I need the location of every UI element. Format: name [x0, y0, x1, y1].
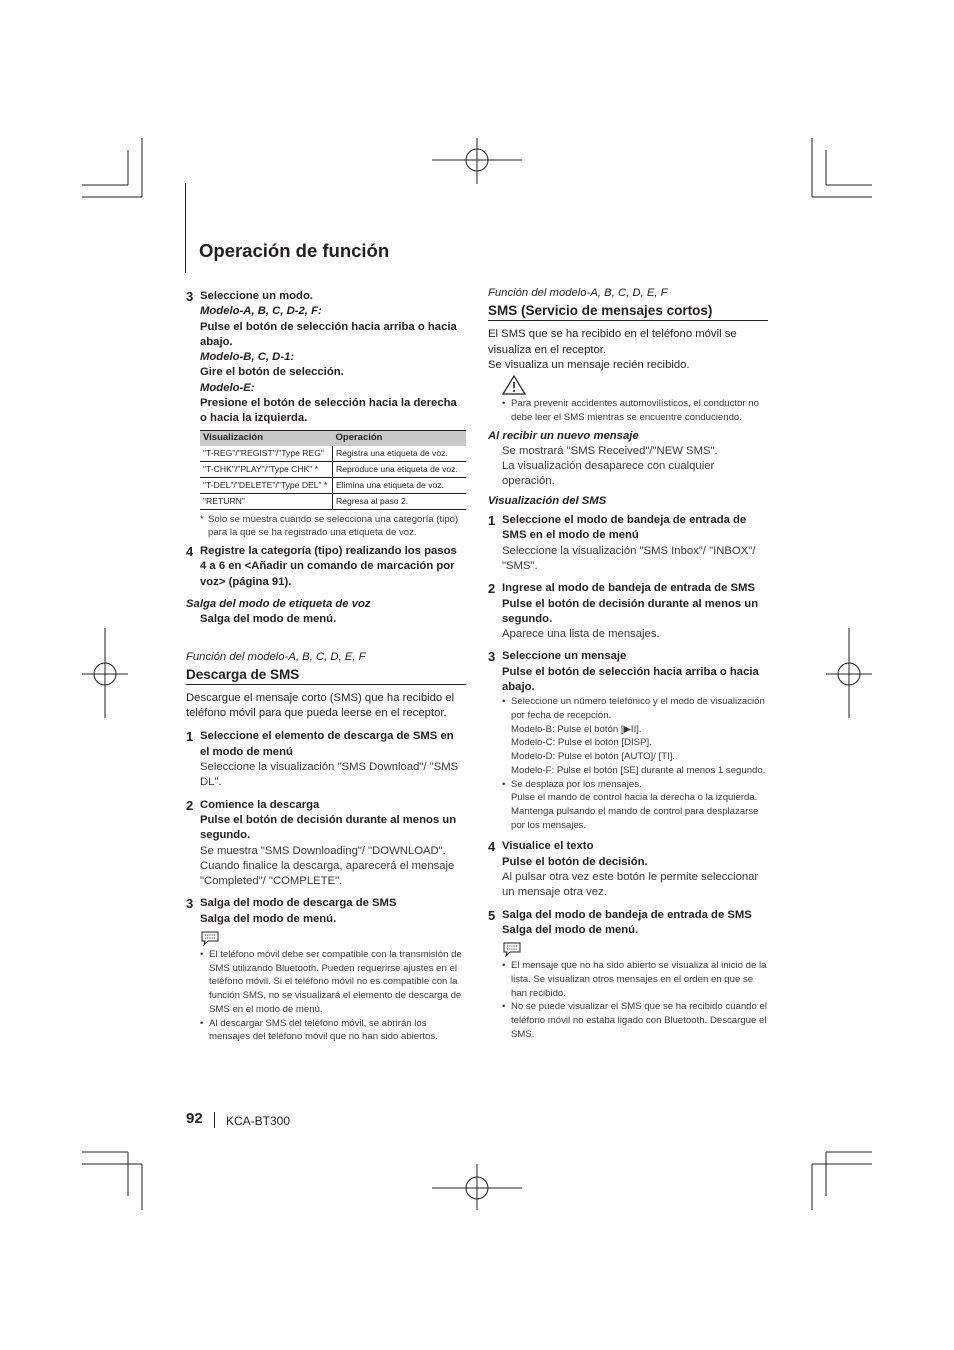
download-step-2: [186, 798, 466, 890]
footnote-text: Solo se muestra cuando se selecciona una categoría (tipo) para la que se ha registrado una etiqueta de voz.: [208, 513, 459, 539]
section-title-sms: SMS (Servicio de mensajes cortos): [488, 302, 768, 321]
table-cell: "T-REG"/"REGIST"/"Type REG": [200, 446, 333, 462]
step-number: 3: [186, 896, 194, 912]
step-text: Aparece una lista de mensajes.: [502, 628, 660, 641]
registration-target-left: [82, 628, 128, 718]
note-speech-bubble-icon: [502, 941, 522, 957]
model-availability: Función del modelo-A, B, C, D, E, F: [186, 650, 366, 663]
title-side-rule: [185, 183, 186, 273]
model-availability: Función del modelo-A, B, C, D, E, F: [488, 287, 668, 299]
left-step-3: [186, 289, 466, 427]
step-heading: Seleccione el elemento de descarga de SMS en el modo de menú: [200, 730, 454, 758]
step-heading: Seleccione un modo.: [200, 290, 313, 302]
table-cell: "T-CHK"/"PLAY"/"Type CHK" *: [200, 461, 333, 477]
step-text: Presione el botón de selección hacia la derecha o hacia la izquierda.: [200, 397, 457, 425]
left-step-4: [186, 544, 466, 590]
section-title-sms-download: Descarga de SMS: [186, 666, 466, 685]
step-number: 1: [488, 513, 496, 529]
step-bold-text: Salga del modo de menú.: [502, 923, 639, 936]
table-cell: "T-DEL"/"DELETE"/"Type DEL" *: [200, 477, 333, 493]
table-row: [200, 477, 466, 493]
step-bold-text: Salga del modo de menú.: [200, 912, 337, 925]
model-label: Modelo-A, B, C, D-2, F:: [200, 305, 322, 318]
model-code: KCA-BT300: [226, 1114, 291, 1128]
table-footnote: [186, 513, 466, 540]
note-item: • Al descargar SMS del teléfono móvil, se abrirán los mensajes del teléfono móvil que no han sido abiertos.: [200, 1017, 466, 1044]
model-button-list: [502, 723, 768, 778]
table-cell: Reproduce una etiqueta de voz.: [333, 461, 467, 477]
model-button-item: Modelo-F: Pulse el botón [SE] durante al menos 1 segundo.: [511, 764, 766, 776]
step-bullet: • Seleccione un número telefónico y el modo de visualización por fecha de recepción.: [502, 695, 768, 722]
step-number: 2: [186, 797, 194, 813]
step-number: 5: [488, 907, 496, 923]
step-number: 4: [488, 839, 496, 855]
note-item: • El mensaje que no ha sido abierto se visualiza al inicio de la lista. Se visualizan otros mensajes en el orden en que se han recibido.: [502, 959, 768, 1000]
footer-divider: [214, 1112, 215, 1128]
subsection-text: Se mostrará "SMS Received"/"NEW SMS".: [502, 444, 718, 457]
step-heading: Registre la categoría (tipo) realizando los pasos 4 a 6 en <Añadir un comando de marcación por voz> (página 91).: [200, 545, 457, 588]
step-bullet: • Se desplaza por los mensajes.: [502, 778, 768, 792]
model-button-item: Modelo-D: Pulse el botón [AUTO]/ [TI].: [511, 751, 676, 763]
step-number: 3: [186, 289, 194, 304]
table-cell: Regresa al paso 2.: [333, 493, 467, 509]
inbox-step-3: [488, 649, 768, 832]
step-number: 4: [186, 544, 194, 560]
warning-triangle-icon: [502, 375, 526, 395]
step-number: 3: [488, 649, 496, 665]
note-item: • No se puede visualizar el SMS que se ha recibido cuando el teléfono móvil no estaba ligado con Bluetooth. Descargue el SMS.: [502, 1000, 768, 1041]
section-intro: El SMS que se ha recibido en el teléfono móvil se visualiza en el receptor.: [488, 328, 737, 356]
section-intro: Descargue el mensaje corto (SMS) que ha recibido el teléfono móvil para que pueda leerse en el receptor.: [186, 691, 455, 720]
step-number: 1: [186, 729, 194, 745]
inbox-step-1: [488, 513, 768, 574]
registration-target-top: [432, 138, 522, 184]
table-row: [200, 446, 466, 462]
subsection-title: Al recibir un nuevo mensaje: [488, 429, 639, 442]
step-bold-text: Pulse el botón de decisión durante al menos un segundo.: [502, 597, 759, 625]
model-label: Modelo-E:: [200, 381, 255, 394]
step-bold-text: Pulse el botón de selección hacia arriba o hacia abajo.: [502, 665, 759, 694]
inbox-step-2: [488, 581, 768, 642]
right-column: [488, 286, 768, 1041]
page-title: Operación de función: [199, 240, 390, 261]
subsection-title: Visualización del SMS: [488, 494, 607, 507]
step-heading: Seleccione el modo de bandeja de entrada de SMS en el modo de menú: [502, 514, 747, 542]
model-button-item: Modelo-C: Pulse el botón [DISP].: [511, 737, 652, 749]
step-bold-text: Pulse el botón de decisión.: [502, 855, 648, 868]
download-step-1: [186, 729, 466, 790]
table-cell: "RETURN": [200, 493, 333, 509]
voice-tag-table: [200, 430, 466, 510]
step-bullet-line: Mantenga pulsando el mando de control para desplazarse por los mensajes.: [511, 805, 759, 831]
step-heading: Visualice el texto: [502, 840, 594, 853]
model-button-item: Modelo-B: Pulse el botón [▶II].: [511, 723, 642, 735]
table-cell: Elimina una etiqueta de voz.: [333, 477, 467, 493]
step-heading: Seleccione un mensaje: [502, 650, 627, 663]
warning-text: • Para prevenir accidentes automovilísticos, el conductor no debe leer el SMS mientras se encuentre conduciendo.: [502, 397, 768, 424]
note-item: • El teléfono móvil debe ser compatible con la transmisión de SMS utilizando Bluetooth. Pueden requerirse ajustes en el teléfono móvil. Si el teléfono móvil no es compatible con la función SMS, no se visualizará el elemento de descarga de SMS en el modo de menú.: [200, 948, 466, 1017]
note-speech-bubble-icon: [200, 930, 220, 946]
step-bullet-line: Pulse el mando de control hacia la derecha o la izquierda.: [511, 792, 758, 804]
step-heading: Salga del modo de bandeja de entrada de SMS: [502, 908, 752, 921]
table-cell: Registra una etiqueta de voz.: [333, 446, 467, 462]
step-bold-text: Pulse el botón de decisión durante al menos un segundo.: [200, 813, 457, 842]
step-heading: Comience la descarga: [200, 798, 320, 811]
registration-target-bottom: [432, 1164, 522, 1210]
step-text: Al pulsar otra vez este botón le permite seleccionar un mensaje otra vez.: [502, 870, 759, 899]
step-text: Seleccione la visualización "SMS Inbox"/ "INBOX"/ "SMS".: [502, 544, 756, 572]
table-row: [200, 461, 466, 477]
table-header: Operación: [333, 430, 467, 446]
step-number: 2: [488, 581, 496, 597]
footnote-marker: *: [200, 513, 204, 525]
step-text: Seleccione la visualización "SMS Download"/ "SMS DL".: [200, 761, 459, 789]
step-heading: Salga del modo de descarga de SMS: [200, 897, 397, 910]
download-step-3: [186, 896, 466, 927]
step-text: Se muestra "SMS Downloading"/ "DOWNLOAD". Cuando finalice la descarga, aparecerá el mensaje "Completed"/ "COMPLETE".: [200, 844, 455, 888]
registration-target-right: [826, 628, 872, 718]
section-intro-2: Se visualiza un mensaje recién recibido.: [488, 358, 690, 371]
subsection-title: Salga del modo de etiqueta de voz: [186, 597, 371, 610]
step-text: Gire el botón de selección.: [200, 366, 344, 379]
step-text: Pulse el botón de selección hacia arriba o hacia abajo.: [200, 320, 457, 348]
subsection-text: Salga del modo de menú.: [200, 613, 337, 626]
left-column: [186, 289, 466, 1044]
table-row: [200, 493, 466, 509]
page-number: 92: [186, 1110, 203, 1127]
inbox-step-4: [488, 839, 768, 900]
model-label: Modelo-B, C, D-1:: [200, 351, 295, 364]
subsection-text: La visualización desaparece con cualquier operación.: [502, 460, 715, 488]
table-header: Visualización: [200, 430, 333, 446]
step-heading: Ingrese al modo de bandeja de entrada de SMS: [502, 582, 755, 595]
inbox-step-5: [488, 908, 768, 939]
